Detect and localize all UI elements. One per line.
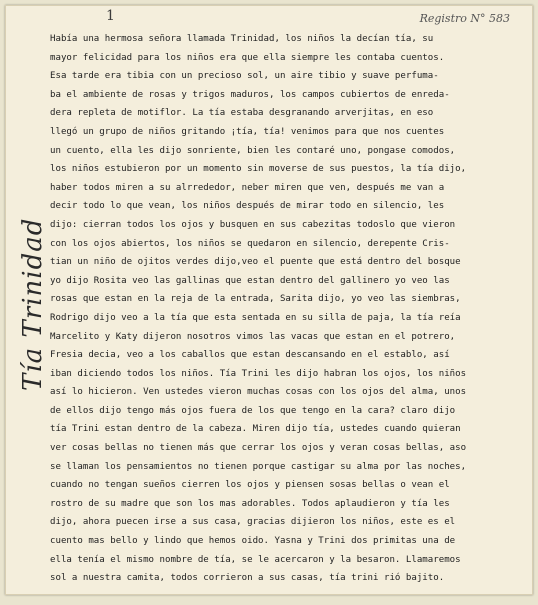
page-number-mark: 1 [106, 8, 115, 24]
text-line: cuando no tengan sueños cierren los ojos y piensen sosas bellas o vean el [50, 480, 450, 491]
text-line: los niños estubieron por un momento sin moverse de sus puestos, la tía dijo, [50, 164, 467, 175]
text-line: tía Trini estan dentro de la cabeza. Miren dijo tía, ustedes cuando quieran [50, 424, 461, 435]
text-line: dijo: cierran todos los ojos y busquen en sus cabezitas todoslo que vieron [50, 219, 456, 230]
text-line: Marcelito y Katy dijeron nosotros vimos las vacas que estan en el potrero, [50, 331, 456, 342]
text-line: Rodrigo dijo veo a la tía que esta sentada en su silla de paja, la tía reía [50, 312, 461, 323]
text-line: Fresia decia, veo a los caballos que estan descansando en el establo, así [50, 350, 450, 361]
story-text [50, 30, 528, 588]
text-line: se llaman los pensamientos no tienen porque castigar su alma por las noches, [50, 461, 467, 472]
text-line: dera repleta de motiflor. La tía estaba desgranando arverjitas, en eso [50, 108, 434, 119]
text-line: llegó un grupo de niños gritando ¡tía, tía! venimos para que nos cuentes [50, 126, 445, 137]
margin-handwritten-title: Tía Trinidad [18, 217, 48, 391]
text-line: rostro de su madre que son los mas adorables. Todos aplaudieron y tía les [50, 498, 450, 509]
text-line: mayor felicidad para los niños era que ella siempre les contaba cuentos. [50, 52, 445, 63]
text-line: ver cosas bellas no tienen más que cerrar los ojos y veran cosas bellas, aso [50, 443, 467, 454]
text-line: decir todo lo que vean, los niños después de mirar todo en silencio, les [50, 201, 445, 212]
text-line: rosas que estan en la reja de la entrada, Sarita dijo, yo veo las siembras, [50, 294, 461, 305]
text-line: haber todos miren a su alrrededor, neber miren que ven, después me van a [50, 182, 445, 193]
text-line: tian un niño de ojitos verdes dijo,veo el puente que está dentro del bosque [50, 257, 461, 268]
text-line: ella tenía el mismo nombre de tía, se le acercaron y la besaron. Llamaremos [50, 554, 461, 565]
text-line: iban diciendo todos los niños. Tía Trini les dijo habran los ojos, los niños [50, 368, 467, 379]
text-line: dijo, ahora puecen irse a sus casa, gracias dijieron los niños, este es el [50, 517, 456, 528]
text-line: con los ojos abiertos, los niños se quedaron en silencio, derepente Cris- [50, 238, 450, 249]
text-line: yo dijo Rosita veo las gallinas que estan dentro del gallinero yo veo las [50, 275, 450, 286]
manuscript-page [5, 5, 533, 595]
text-line: así lo hicieron. Ven ustedes vieron muchas cosas con los ojos del alma, unos [50, 387, 467, 398]
text-line: cuento mas bello y lindo que hemos oido. Yasna y Trini dos primitas una de [50, 536, 456, 547]
text-line: sol a nuestra camita, todos corrieron a sus casas, tía trini rió bajito. [50, 573, 445, 584]
text-line: Había una hermosa señora llamada Trinidad, los niños la decían tía, su [50, 34, 434, 44]
text-line: ba el ambiente de rosas y trigos maduros, los campos cubiertos de enreda- [50, 89, 450, 100]
text-line: Esa tarde era tibia con un precioso sol, un aire tibio y suave perfuma- [50, 71, 439, 82]
archive-reference: Registro N° 583 [419, 12, 510, 25]
text-line: de ellos dijo tengo más ojos fuera de los que tengo en la cara? claro dijo [50, 405, 456, 416]
text-line: un cuento, ella les dijo sonriente, bien les contaré uno, pongase comodos, [50, 145, 456, 156]
